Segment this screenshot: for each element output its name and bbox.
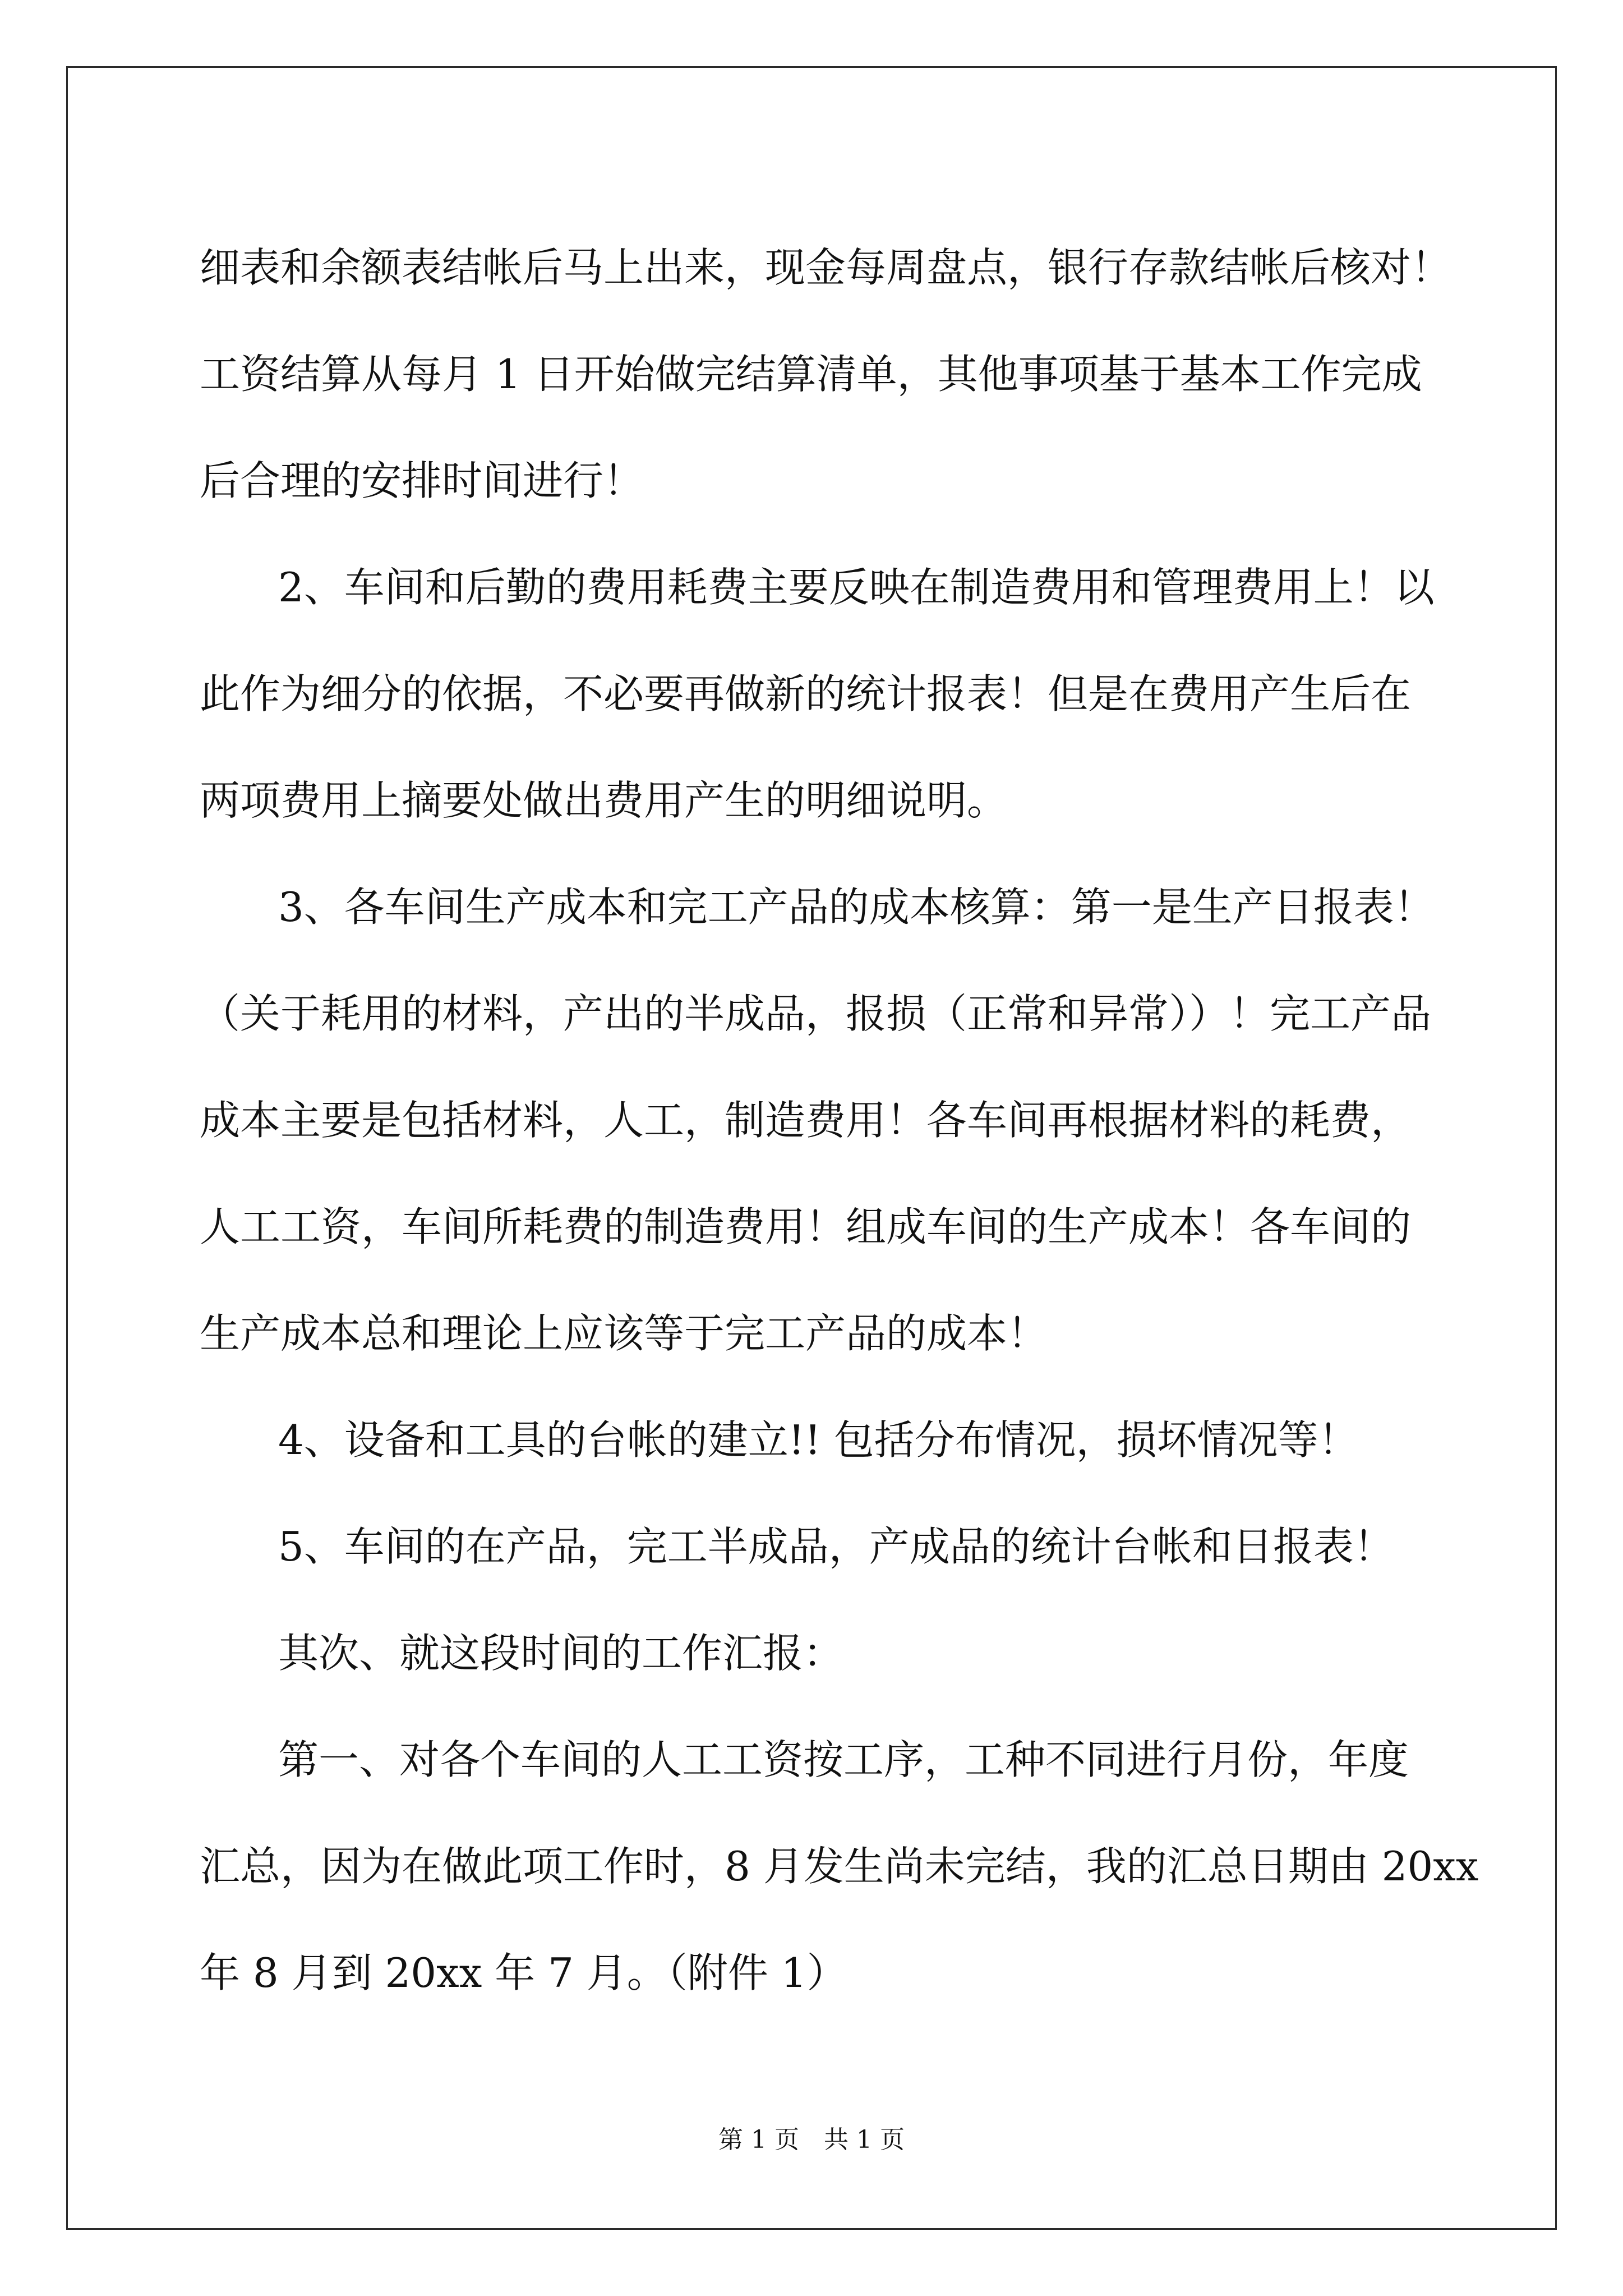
text-line: 汇总，因为在做此项工作时，8 月发生尚未完结，我的汇总日期由 20xx: [200, 1843, 1479, 1890]
text-line: 两项费用上摘要处做出费用产生的明细说明。: [200, 777, 1008, 824]
text-line: 2、车间和后勤的费用耗费主要反映在制造费用和管理费用上！以: [278, 564, 1435, 611]
text-line: 生产成本总和理论上应该等于完工产品的成本！: [200, 1310, 1048, 1357]
text-line: 5、车间的在产品，完工半成品，产成品的统计台帐和日报表！: [278, 1523, 1394, 1570]
text-line: 4、设备和工具的台帐的建立!! 包括分布情况，损坏情况等！: [278, 1416, 1359, 1464]
text-line: 其次、就这段时间的工作汇报：: [278, 1630, 844, 1677]
text-line: 工资结算从每月 1 日开始做完结算清单，其他事项基于基本工作完成: [200, 351, 1422, 398]
text-line: （关于耗用的材料，产出的半成品，报损（正常和异常））！完工产品: [200, 990, 1432, 1037]
page-footer: [0, 2119, 1623, 2155]
text-line: 成本主要是包括材料，人工，制造费用！各车间再根据材料的耗费，: [200, 1097, 1412, 1144]
page-total: 共 1 页: [824, 2125, 905, 2154]
page-number: 第 1 页: [718, 2125, 799, 2154]
document-body: [200, 214, 1479, 2026]
text-line: 3、各车间生产成本和完工产品的成本核算：第一是生产日报表！: [278, 884, 1435, 931]
text-line: 此作为细分的依据，不必要再做新的统计报表！但是在费用产生后在: [200, 670, 1412, 717]
text-line: 年 8 月到 20xx 年 7 月。（附件 1）: [200, 1949, 847, 1996]
text-line: 第一、对各个车间的人工工资按工序，工种不同进行月份，年度: [278, 1736, 1409, 1783]
text-line: 人工工资，车间所耗费的制造费用！组成车间的生产成本！各车间的: [200, 1203, 1412, 1250]
text-line: 细表和余额表结帐后马上出来，现金每周盘点，银行存款结帐后核对！: [200, 244, 1452, 291]
text-line: 后合理的安排时间进行！: [200, 457, 644, 504]
